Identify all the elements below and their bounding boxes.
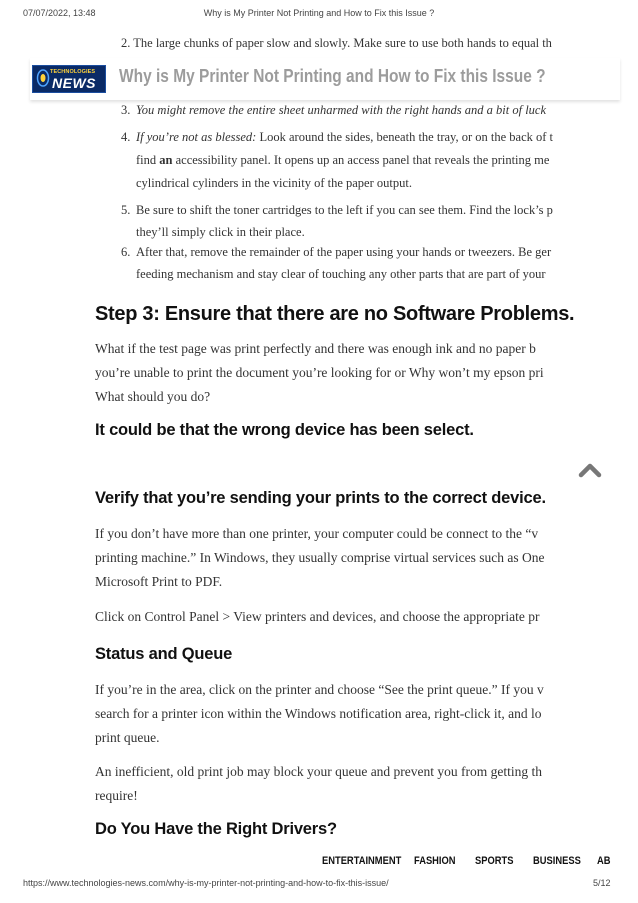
paragraph-control-panel — [95, 605, 612, 629]
heading-status-queue: Status and Queue — [95, 645, 233, 663]
heading-drivers: Do You Have the Right Drivers? — [95, 820, 337, 838]
logo-text-top: TECHNOLOGIES — [50, 69, 96, 75]
text-line: Microsoft Print to PDF. — [95, 574, 223, 589]
list-text: find — [136, 153, 160, 167]
list-text: You might remove the entire sheet unharmed with the right hands and a bit of luck — [136, 103, 547, 117]
text-line: you’re unable to print the document you’re looking for or Why won’t my epson pri — [95, 365, 544, 380]
list-number: 6. — [121, 245, 131, 259]
list-text: After that, remove the remainder of the paper using your hands or tweezers. Be ger — [136, 245, 552, 259]
list-number: 3. — [121, 103, 131, 117]
list-text: they’ll simply click in their place. — [136, 225, 305, 239]
text-line: If you’re in the area, click on the printer and choose “See the print queue.” If you v — [95, 682, 544, 697]
text-line: If you don’t have more than one printer, your computer could be connect to the “v — [95, 526, 539, 541]
text-line: What should you do? — [95, 389, 211, 404]
paragraph-old-print-job — [95, 760, 612, 808]
footer-nav-entertainment[interactable]: ENTERTAINMENT — [322, 855, 402, 867]
paragraph-verify — [95, 522, 612, 594]
print-doc-title: Why is My Printer Not Printing and How to Fix this Issue ? — [203, 8, 435, 18]
footer-nav-fashion[interactable]: FASHION — [414, 855, 456, 867]
text-line: print queue. — [95, 730, 160, 745]
list-text: cylindrical cylinders in the vicinity of the paper output. — [136, 176, 412, 190]
text-line: require! — [95, 788, 138, 803]
print-datetime: 07/07/2022, 13:48 — [23, 8, 96, 18]
list-text: Look around the sides, beneath the tray, or on the back of t — [256, 130, 554, 144]
sticky-page-title: Why is My Printer Not Printing and How to Fix this Issue ? — [119, 66, 546, 86]
heading-verify-device: Verify that you’re sending your prints to the correct device. — [95, 489, 546, 507]
text-line: An inefficient, old print job may block your queue and prevent you from getting th — [95, 764, 543, 779]
list-text: feeding mechanism and stay clear of touching any other parts that are part of your — [136, 267, 546, 281]
print-page-number: 5/12 — [593, 878, 611, 888]
scroll-to-top-button[interactable] — [578, 460, 602, 480]
chevron-up-icon — [578, 460, 602, 480]
list-text: Be sure to shift the toner cartridges to the left if you can see them. Find the lock’s p — [136, 203, 553, 217]
text-line: Click on Control Panel > View printers and devices, and choose the appropriate pr — [95, 609, 540, 624]
list-text-italic: If you’re not as blessed: — [136, 130, 257, 144]
text-line: search for a printer icon within the Windows notification area, right-click it, and lo — [95, 706, 542, 721]
print-url: https://www.technologies-news.com/why-is-my-printer-not-printing-and-how-to-fix-this-issue/ — [23, 878, 389, 888]
section-heading-step3: Step 3: Ensure that there are no Software Problems. — [95, 303, 575, 325]
logo-text-main: NEWS — [52, 75, 96, 91]
paragraph-status-queue — [95, 678, 612, 750]
list-item-2-fragment: 2. The large chunks of paper slow and slowly. Make sure to use both hands to equal th — [121, 36, 552, 50]
footer-nav-about[interactable]: AB — [597, 855, 611, 867]
list-number: 5. — [121, 203, 131, 217]
footer-nav-business[interactable]: BUSINESS — [533, 855, 581, 867]
list-text-bold: an — [159, 153, 173, 167]
footer-nav-sports[interactable]: SPORTS — [475, 855, 514, 867]
list-text: accessibility panel. It opens up an access panel that reveals the printing me — [172, 153, 550, 167]
footer-nav — [0, 855, 612, 871]
text-line: printing machine.” In Windows, they usually comprise virtual services such as One — [95, 550, 545, 565]
text-line: What if the test page was print perfectly and there was enough ink and no paper b — [95, 341, 536, 356]
heading-wrong-device: It could be that the wrong device has been select. — [95, 421, 474, 439]
paragraph-step3 — [95, 337, 612, 409]
print-footer — [0, 878, 638, 894]
list-number: 4. — [121, 130, 131, 144]
